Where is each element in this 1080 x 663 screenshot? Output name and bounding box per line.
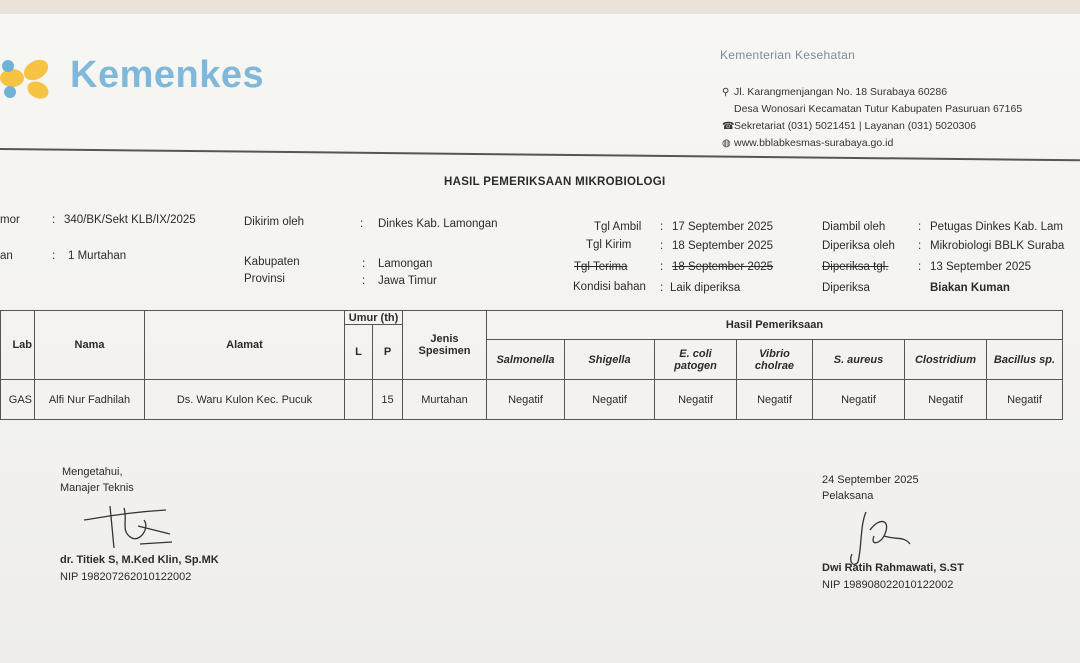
diperiksa-tgl-value: 13 September 2025 <box>930 261 1032 273</box>
header-umur-l: L <box>345 325 373 380</box>
kondisi-colon: : <box>660 282 664 294</box>
cell-jenis: Murtahan <box>403 380 487 420</box>
diperiksa-oleh-label: Diperiksa oleh <box>822 240 895 252</box>
cell-umur-l <box>345 380 373 420</box>
diperiksa-value: Biakan Kuman <box>930 282 1010 294</box>
dikirim-value: Dinkes Kab. Lamongan <box>378 218 498 230</box>
globe-icon: ◍ <box>722 138 731 149</box>
kondisi-label: Kondisi bahan <box>573 281 646 293</box>
header-alamat: Alamat <box>145 311 345 380</box>
address-block <box>722 84 1022 152</box>
diperiksa-oleh-value: Mikrobiologi BBLK Suraba <box>930 240 1065 252</box>
cell-nama: Alfi Nur Fadhilah <box>35 380 145 420</box>
left-signature-icon <box>80 498 180 556</box>
diambil-colon: : <box>918 221 922 233</box>
kemenkes-logo-icon <box>0 44 52 104</box>
nomor-label: mor <box>0 214 20 226</box>
jumlah-colon: : <box>52 250 56 262</box>
cell-result: Negatif <box>737 380 813 420</box>
left-sign-line2: Manajer Teknis <box>60 482 134 494</box>
provinsi-colon: : <box>362 275 366 287</box>
provinsi-label: Provinsi <box>244 273 285 285</box>
logo-text: Kemenkes <box>70 54 265 96</box>
tgl-kirim-value: 18 September 2025 <box>672 240 774 252</box>
website-line: www.bblabkesmas-surabaya.go.id <box>734 137 894 149</box>
kabupaten-colon: : <box>362 258 366 270</box>
diperiksa-tgl-label: Diperiksa tgl. <box>822 261 889 273</box>
jumlah-label: an <box>0 250 13 262</box>
right-signature-icon <box>840 506 920 570</box>
dikirim-colon: : <box>360 218 364 230</box>
cell-result: Negatif <box>987 380 1063 420</box>
nomor-value: 340/BK/Sekt KLB/IX/2025 <box>64 214 196 226</box>
header-organism: Clostridium <box>905 340 987 380</box>
left-sign-line1: Mengetahui, <box>62 466 123 478</box>
right-sign-date: 24 September 2025 <box>822 474 919 486</box>
tgl-ambil-label: Tgl Ambil <box>594 221 642 233</box>
nomor-colon: : <box>52 214 56 226</box>
tgl-kirim-colon: : <box>660 240 664 252</box>
cell-lab: GAS <box>1 380 35 420</box>
ministry-name: Kementerian Kesehatan <box>720 48 856 62</box>
kondisi-value: Laik diperiksa <box>670 282 741 294</box>
address-line: Jl. Karangmenjangan No. 18 Surabaya 60286 <box>734 86 948 98</box>
phone-line: Sekretariat (031) 5021451 | Layanan (031) 5020306 <box>734 120 977 132</box>
diperiksa-oleh-colon: : <box>918 240 922 252</box>
jumlah-value: 1 Murtahan <box>68 250 127 262</box>
diperiksa-label: Diperiksa <box>822 282 870 294</box>
right-sign-nip: NIP 198908022010122002 <box>822 579 954 591</box>
dikirim-label: Dikirim oleh <box>244 216 305 228</box>
header-organism: S. aureus <box>813 340 905 380</box>
header-nama: Nama <box>35 311 145 380</box>
header-umur: Umur (th) <box>345 311 403 325</box>
header-organism: E. coli patogen <box>655 340 737 380</box>
header-organism: Vibrio cholrae <box>737 340 813 380</box>
phone-icon: ☎ <box>722 121 735 132</box>
cell-alamat: Ds. Waru Kulon Kec. Pucuk <box>145 380 345 420</box>
left-sign-name: dr. Titiek S, M.Ked Klin, Sp.MK <box>60 554 219 566</box>
location-icon: ⚲ <box>722 87 730 98</box>
kabupaten-value: Lamongan <box>378 258 433 270</box>
cell-result: Negatif <box>905 380 987 420</box>
cell-result: Negatif <box>487 380 565 420</box>
document-page <box>0 14 1080 663</box>
tgl-terima-label: Tgl Terima <box>574 261 628 273</box>
left-sign-nip: NIP 198207262010122002 <box>60 571 192 583</box>
header-organism: Shigella <box>565 340 655 380</box>
address-line: Desa Wonosari Kecamatan Tutur Kabupaten Pasuruan 67165 <box>734 103 1023 115</box>
header-organism: Salmonella <box>487 340 565 380</box>
header-jenis-spesimen: Jenis Spesimen <box>403 311 487 380</box>
tgl-terima-colon: : <box>660 261 664 273</box>
table-row <box>1 380 1063 420</box>
diambil-label: Diambil oleh <box>822 221 886 233</box>
right-sign-name: Dwi Ratih Rahmawati, S.ST <box>822 562 964 574</box>
tgl-ambil-colon: : <box>660 221 664 233</box>
header-umur-p: P <box>373 325 403 380</box>
provinsi-value: Jawa Timur <box>378 275 437 287</box>
results-table <box>0 310 1063 420</box>
right-sign-role: Pelaksana <box>822 490 874 502</box>
tgl-terima-value: 18 September 2025 <box>672 261 774 273</box>
tgl-kirim-label: Tgl Kirim <box>586 239 632 251</box>
diambil-value: Petugas Dinkes Kab. Lam <box>930 221 1063 233</box>
header-lab: Lab <box>1 311 35 380</box>
diperiksa-tgl-colon: : <box>918 261 922 273</box>
header-hasil: Hasil Pemeriksaan <box>487 311 1063 340</box>
cell-result: Negatif <box>813 380 905 420</box>
header-organism: Bacillus sp. <box>987 340 1063 380</box>
document-title: HASIL PEMERIKSAAN MIKROBIOLOGI <box>444 176 666 188</box>
cell-umur-p: 15 <box>373 380 403 420</box>
kabupaten-label: Kabupaten <box>244 256 300 268</box>
cell-result: Negatif <box>655 380 737 420</box>
cell-result: Negatif <box>565 380 655 420</box>
tgl-ambil-value: 17 September 2025 <box>672 221 774 233</box>
